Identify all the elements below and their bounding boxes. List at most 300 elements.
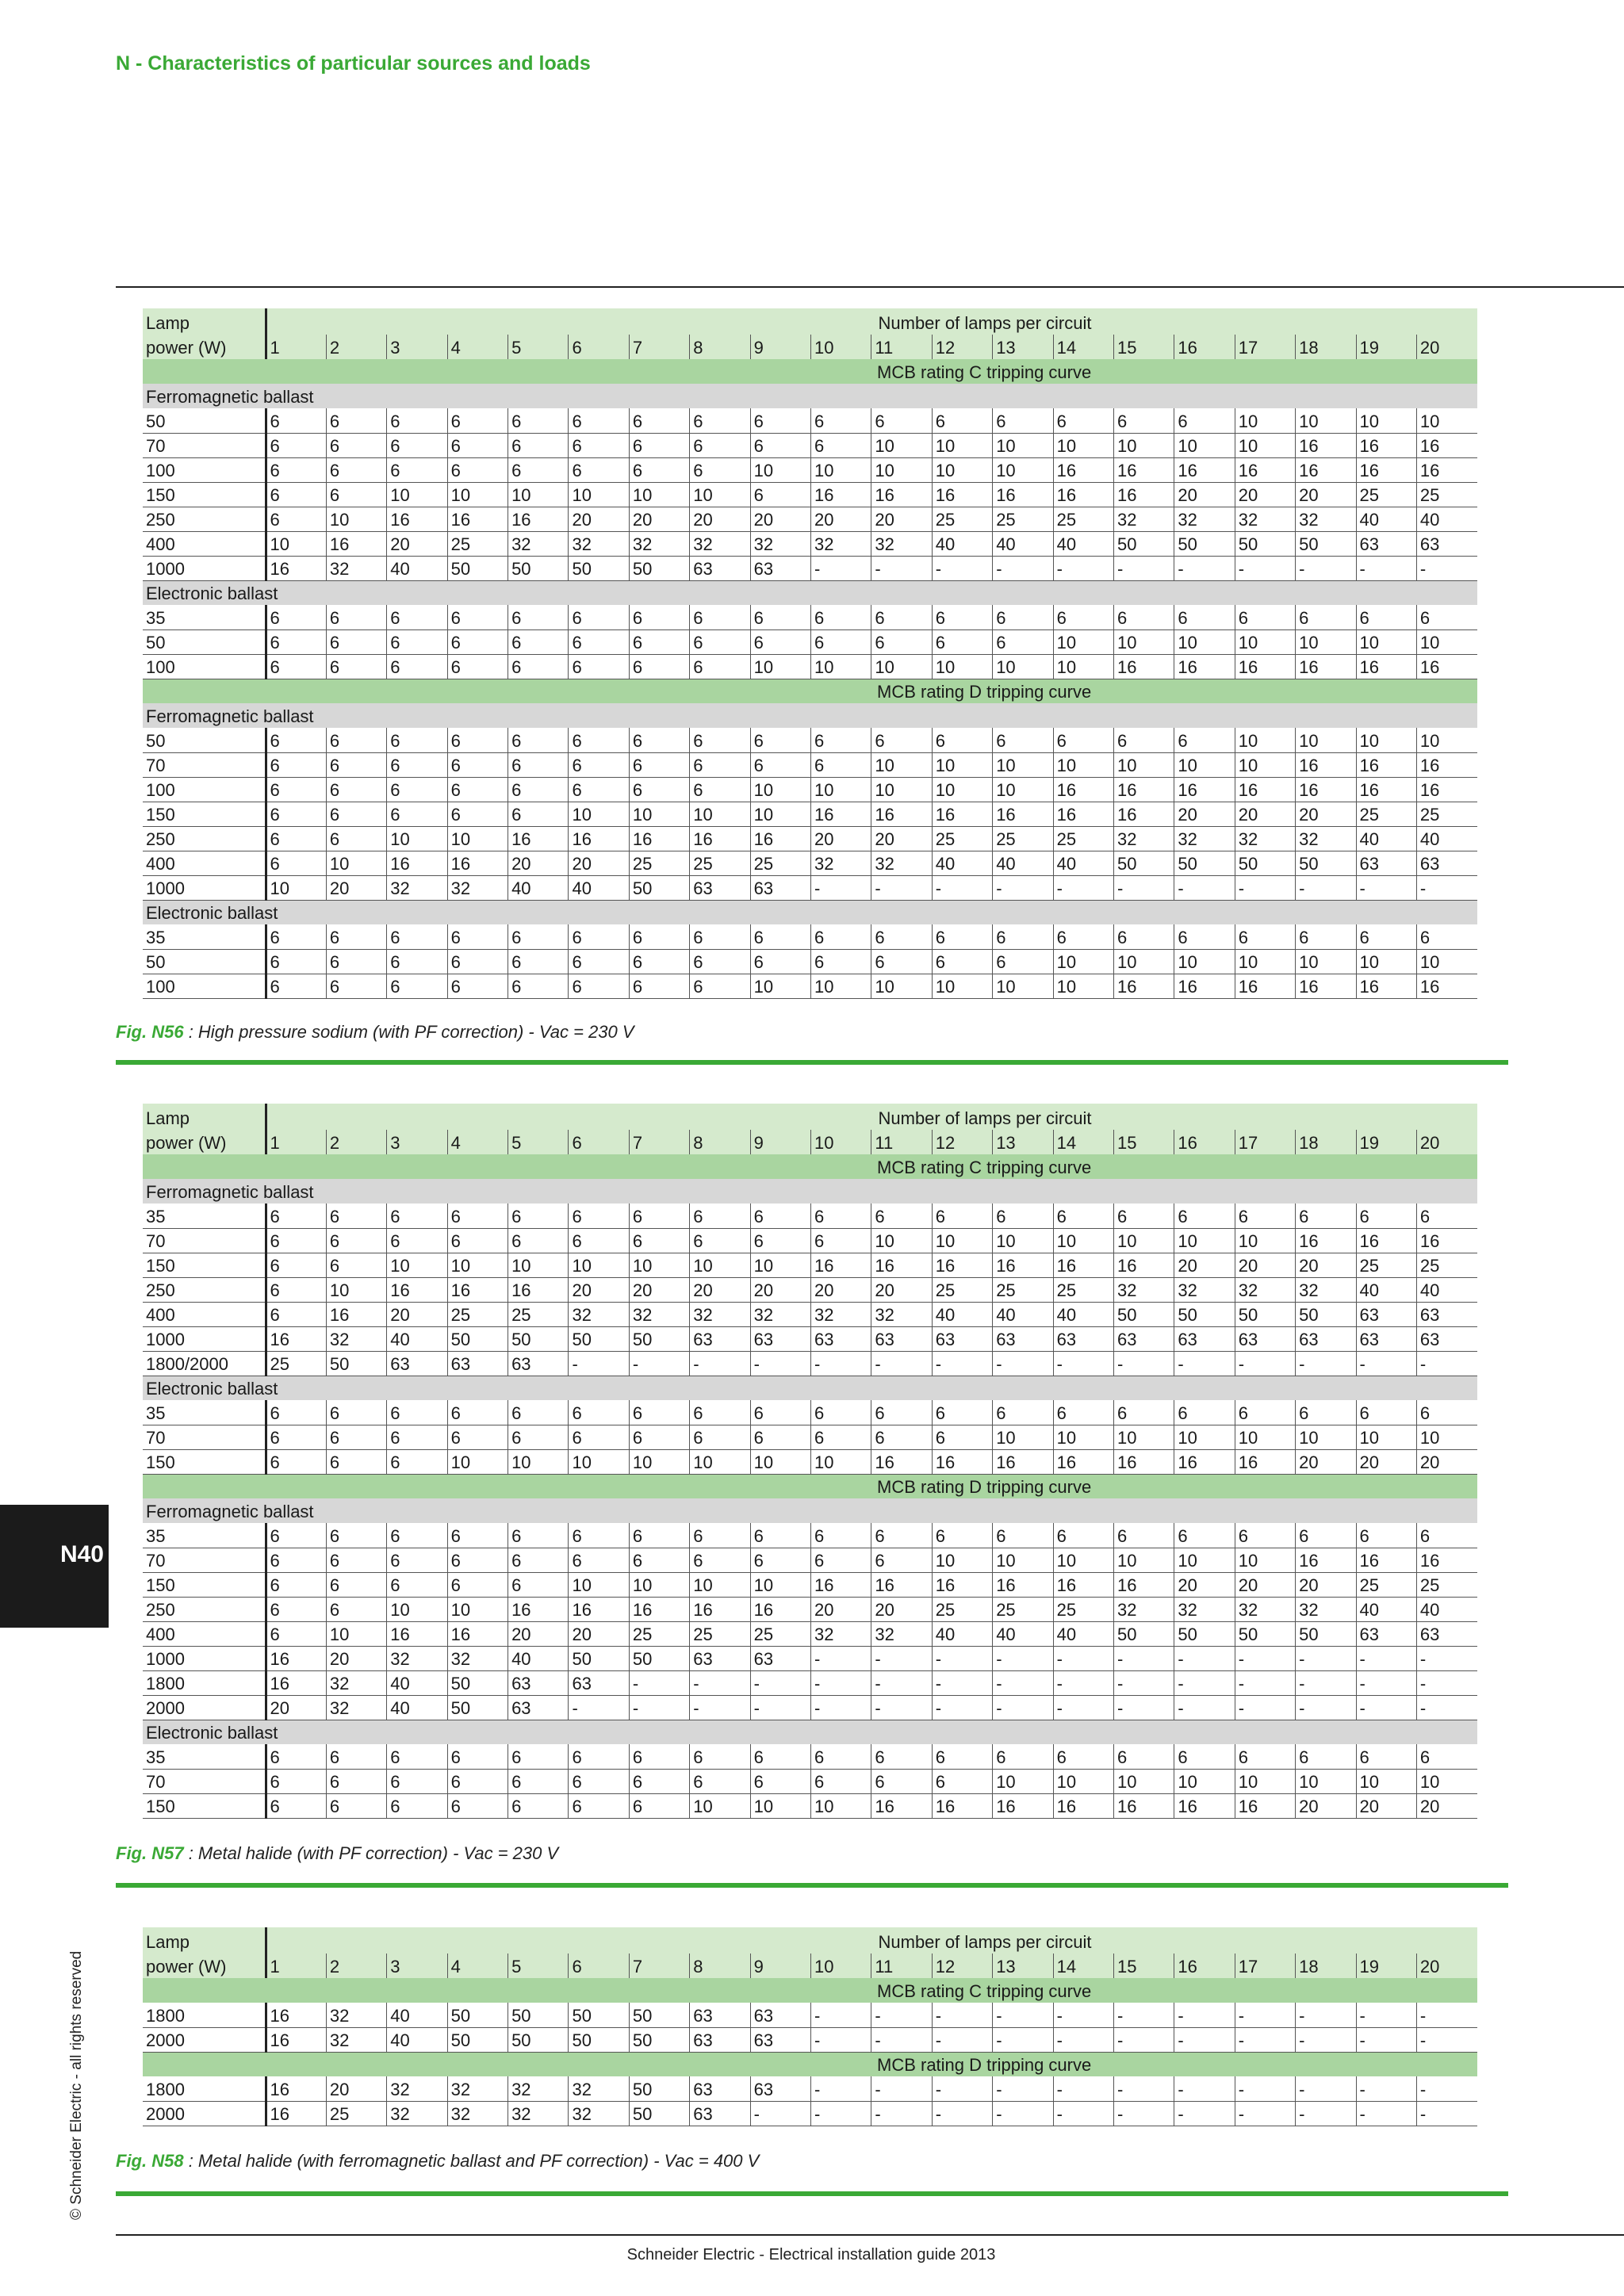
mcb-rating-cell: 32 <box>1235 826 1295 851</box>
mcb-rating-cell: 6 <box>569 1425 629 1449</box>
table-row <box>143 1228 1477 1253</box>
mcb-rating-cell: - <box>811 1670 871 1695</box>
mcb-rating-cell: 10 <box>447 1449 508 1474</box>
mcb-rating-cell: - <box>932 1670 992 1695</box>
mcb-rating-cell: 6 <box>447 605 508 629</box>
mcb-rating-cell: 6 <box>266 1203 326 1228</box>
mcb-rating-cell: 16 <box>1296 974 1356 998</box>
mcb-rating-cell: - <box>690 1670 750 1695</box>
mcb-rating-cell: 63 <box>1416 531 1477 556</box>
mcb-rating-cell: 25 <box>266 1351 326 1376</box>
mcb-rating-cell: 10 <box>447 1597 508 1621</box>
mcb-rating-cell: - <box>1053 2101 1113 2126</box>
mcb-rating-cell: 10 <box>871 752 932 777</box>
header-lamp-count: 6 <box>569 1130 629 1154</box>
mcb-rating-cell: 32 <box>326 1695 386 1720</box>
mcb-rating-cell: 6 <box>1053 1744 1113 1769</box>
header-lamp-label: Lamp <box>143 1104 266 1130</box>
mcb-rating-cell: 10 <box>1356 1425 1416 1449</box>
mcb-rating-cell: 25 <box>1416 1253 1477 1277</box>
mcb-rating-cell: - <box>871 1351 932 1376</box>
mcb-rating-cell: 6 <box>932 728 992 752</box>
mcb-rating-cell: - <box>1416 1351 1477 1376</box>
mcb-rating-cell: 6 <box>387 654 447 679</box>
mcb-rating-cell: 6 <box>326 1769 386 1793</box>
header-lamp-count: 3 <box>387 1130 447 1154</box>
mcb-rating-cell: - <box>871 875 932 900</box>
mcb-rating-cell: 10 <box>1416 1425 1477 1449</box>
curve-row <box>143 359 1477 384</box>
mcb-rating-cell: 6 <box>569 777 629 802</box>
mcb-rating-cell: 6 <box>387 1572 447 1597</box>
mcb-rating-cell: 50 <box>447 1326 508 1351</box>
mcb-rating-cell: 6 <box>326 433 386 457</box>
mcb-rating-cell: 16 <box>1113 1572 1174 1597</box>
header-lamp-count: 13 <box>993 1130 1053 1154</box>
mcb-rating-cell: 6 <box>387 1523 447 1548</box>
mcb-rating-cell: 6 <box>629 433 689 457</box>
mcb-rating-cell: 20 <box>629 1277 689 1302</box>
mcb-rating-cell: 16 <box>1174 654 1235 679</box>
mcb-rating-cell: 16 <box>447 1621 508 1646</box>
mcb-rating-cell: 20 <box>1235 802 1295 826</box>
mcb-rating-cell: 20 <box>1174 1253 1235 1277</box>
mcb-rating-cell: 6 <box>508 408 569 433</box>
mcb-rating-cell: 6 <box>387 728 447 752</box>
mcb-rating-cell: 32 <box>447 2076 508 2101</box>
table-row <box>143 605 1477 629</box>
mcb-rating-cell: 10 <box>871 974 932 998</box>
mcb-rating-cell: 10 <box>690 482 750 507</box>
mcb-rating-cell: 10 <box>326 851 386 875</box>
mcb-rating-cell: 6 <box>932 924 992 949</box>
mcb-rating-cell: 6 <box>932 1523 992 1548</box>
mcb-rating-cell: - <box>932 1695 992 1720</box>
header-lamp-count: 14 <box>1053 1954 1113 1978</box>
mcb-rating-cell: 63 <box>1174 1326 1235 1351</box>
mcb-rating-cell: 6 <box>326 1203 386 1228</box>
mcb-rating-cell: 10 <box>1174 1548 1235 1572</box>
mcb-rating-cell: 50 <box>1113 531 1174 556</box>
mcb-rating-cell: - <box>993 1695 1053 1720</box>
mcb-rating-cell: 6 <box>447 1425 508 1449</box>
lamp-power-cell: 100 <box>143 974 266 998</box>
mcb-rating-cell: 50 <box>1235 531 1295 556</box>
mcb-rating-cell: 6 <box>811 1744 871 1769</box>
mcb-rating-cell: 16 <box>811 482 871 507</box>
mcb-rating-cell: 16 <box>1235 654 1295 679</box>
header-lamp-count: 5 <box>508 1954 569 1978</box>
mcb-rating-cell: 16 <box>1113 1793 1174 1818</box>
mcb-rating-cell: - <box>932 1351 992 1376</box>
lamp-power-cell: 150 <box>143 802 266 826</box>
table-fig-n56 <box>143 308 1477 999</box>
mcb-rating-cell: 6 <box>690 457 750 482</box>
header-lamp-count: 17 <box>1235 1954 1295 1978</box>
mcb-rating-cell: 6 <box>387 1400 447 1425</box>
header-lamp-count: 20 <box>1416 1130 1477 1154</box>
mcb-rating-cell: 20 <box>387 531 447 556</box>
mcb-rating-cell: 63 <box>387 1351 447 1376</box>
header-lamp-count: 20 <box>1416 335 1477 359</box>
header-row-numbers <box>143 1954 1477 1978</box>
mcb-rating-cell: 50 <box>1296 1621 1356 1646</box>
mcb-rating-cell: 63 <box>690 1326 750 1351</box>
table-row <box>143 408 1477 433</box>
mcb-rating-cell: 6 <box>326 924 386 949</box>
mcb-rating-cell: 6 <box>993 1400 1053 1425</box>
mcb-rating-cell: 10 <box>1235 433 1295 457</box>
mcb-rating-cell: 10 <box>993 1548 1053 1572</box>
table-row <box>143 1253 1477 1277</box>
mcb-rating-cell: 6 <box>569 728 629 752</box>
mcb-rating-cell: 32 <box>569 531 629 556</box>
lamp-power-cell: 250 <box>143 1277 266 1302</box>
mcb-rating-cell: 10 <box>569 1572 629 1597</box>
mcb-rating-cell: 63 <box>690 556 750 580</box>
header-lamp-count: 18 <box>1296 1954 1356 1978</box>
mcb-rating-cell: 20 <box>1296 1253 1356 1277</box>
mcb-rating-cell: 32 <box>1296 507 1356 531</box>
mcb-rating-cell: - <box>750 1695 810 1720</box>
mcb-rating-cell: 25 <box>1416 482 1477 507</box>
mcb-rating-cell: 50 <box>629 875 689 900</box>
mcb-rating-cell: 32 <box>326 2003 386 2027</box>
lamp-power-cell: 1000 <box>143 1646 266 1670</box>
mcb-rating-cell: 6 <box>447 1769 508 1793</box>
mcb-rating-cell: 6 <box>447 802 508 826</box>
mcb-rating-cell: 63 <box>508 1670 569 1695</box>
mcb-rating-cell: 10 <box>932 777 992 802</box>
mcb-rating-cell: 16 <box>266 2003 326 2027</box>
mcb-rating-cell: 32 <box>690 531 750 556</box>
curve-row-spacer <box>143 359 266 384</box>
header-lamp-count: 17 <box>1235 335 1295 359</box>
table-row <box>143 1326 1477 1351</box>
header-group-title <box>266 1104 1477 1130</box>
header-lamp-count: 14 <box>1053 335 1113 359</box>
mcb-rating-cell: 10 <box>871 654 932 679</box>
mcb-rating-cell: 63 <box>871 1326 932 1351</box>
mcb-rating-cell: 10 <box>1113 949 1174 974</box>
header-lamp-count: 16 <box>1174 335 1235 359</box>
mcb-rating-cell: 50 <box>447 2003 508 2027</box>
mcb-rating-cell: 20 <box>387 1302 447 1326</box>
mcb-rating-cell: 20 <box>750 507 810 531</box>
table-row <box>143 1646 1477 1670</box>
mcb-rating-cell: 10 <box>569 1253 629 1277</box>
mcb-rating-cell: 10 <box>1053 974 1113 998</box>
mcb-rating-cell: 6 <box>1113 408 1174 433</box>
section-title: Ferromagnetic ballast <box>143 1498 1477 1523</box>
mcb-rating-cell: 32 <box>1113 507 1174 531</box>
mcb-rating-cell: 6 <box>811 605 871 629</box>
mcb-rating-cell: 40 <box>1356 1277 1416 1302</box>
mcb-rating-cell: - <box>932 2076 992 2101</box>
lamp-power-cell: 150 <box>143 1449 266 1474</box>
mcb-rating-cell: 50 <box>629 2076 689 2101</box>
mcb-rating-cell: 63 <box>508 1695 569 1720</box>
mcb-rating-cell: 6 <box>1053 728 1113 752</box>
lamp-power-cell: 2000 <box>143 1695 266 1720</box>
mcb-rating-cell: 25 <box>690 851 750 875</box>
mcb-rating-cell: 20 <box>569 507 629 531</box>
mcb-rating-cell: - <box>1113 2003 1174 2027</box>
mcb-rating-cell: - <box>569 1695 629 1720</box>
mcb-rating-cell: 32 <box>387 875 447 900</box>
header-lamp-count: 19 <box>1356 1954 1416 1978</box>
mcb-rating-cell: 6 <box>871 1744 932 1769</box>
mcb-rating-cell: 16 <box>1416 1228 1477 1253</box>
mcb-rating-cell: 6 <box>447 654 508 679</box>
mcb-rating-cell: 6 <box>871 1425 932 1449</box>
mcb-rating-cell: - <box>1235 1351 1295 1376</box>
mcb-rating-cell: 40 <box>932 851 992 875</box>
header-group-title <box>266 308 1477 335</box>
mcb-rating-cell: - <box>993 1351 1053 1376</box>
mcb-rating-cell: 63 <box>690 2027 750 2052</box>
lamp-power-cell: 70 <box>143 433 266 457</box>
mcb-rating-cell: 6 <box>1235 924 1295 949</box>
mcb-rating-cell: 32 <box>387 1646 447 1670</box>
table-row <box>143 2027 1477 2052</box>
mcb-rating-cell: 16 <box>508 826 569 851</box>
mcb-rating-cell: 6 <box>1174 408 1235 433</box>
mcb-rating-cell: 10 <box>993 974 1053 998</box>
curve-title-text: MCB rating D tripping curve <box>877 1477 1092 1497</box>
mcb-rating-cell: 6 <box>993 1523 1053 1548</box>
mcb-rating-cell: 25 <box>932 507 992 531</box>
mcb-rating-cell: 6 <box>871 728 932 752</box>
mcb-rating-cell: 50 <box>569 1646 629 1670</box>
mcb-rating-cell: 20 <box>326 2076 386 2101</box>
mcb-rating-cell: 10 <box>629 802 689 826</box>
mcb-rating-cell: - <box>1296 2076 1356 2101</box>
mcb-rating-cell: 40 <box>387 1695 447 1720</box>
mcb-rating-cell: 6 <box>326 1449 386 1474</box>
mcb-rating-cell: 32 <box>569 1302 629 1326</box>
mcb-rating-cell: 10 <box>508 1253 569 1277</box>
mcb-rating-cell: 6 <box>993 728 1053 752</box>
mcb-rating-cell: 50 <box>1113 1302 1174 1326</box>
mcb-rating-cell: 6 <box>750 629 810 654</box>
section-title: Ferromagnetic ballast <box>143 703 1477 728</box>
header-power-label: power (W) <box>143 1954 266 1978</box>
mcb-rating-cell: 6 <box>569 949 629 974</box>
lamp-circuit-table <box>143 1104 1477 1819</box>
mcb-rating-cell: - <box>932 556 992 580</box>
mcb-rating-cell: 10 <box>1235 1548 1295 1572</box>
mcb-rating-cell: 6 <box>750 1425 810 1449</box>
mcb-rating-cell: 50 <box>569 556 629 580</box>
mcb-rating-cell: 6 <box>387 752 447 777</box>
lamp-power-cell: 70 <box>143 1425 266 1449</box>
header-lamp-count: 11 <box>871 1954 932 1978</box>
section-row <box>143 1498 1477 1523</box>
mcb-rating-cell: 6 <box>266 1621 326 1646</box>
mcb-rating-cell: 10 <box>993 1769 1053 1793</box>
mcb-rating-cell: 10 <box>690 1572 750 1597</box>
mcb-rating-cell: 6 <box>629 924 689 949</box>
mcb-rating-cell: 10 <box>1174 1769 1235 1793</box>
mcb-rating-cell: 6 <box>447 1400 508 1425</box>
header-lamp-count: 10 <box>811 1954 871 1978</box>
mcb-rating-cell: 6 <box>508 605 569 629</box>
mcb-rating-cell: - <box>750 2101 810 2126</box>
lamp-power-cell: 250 <box>143 1597 266 1621</box>
mcb-rating-cell: 10 <box>1356 1769 1416 1793</box>
mcb-rating-cell: 10 <box>629 1572 689 1597</box>
mcb-rating-cell: 6 <box>1053 1523 1113 1548</box>
figure-caption-text: : Metal halide (with PF correction) - Vac = 230 V <box>183 1843 559 1863</box>
mcb-rating-cell: 6 <box>447 752 508 777</box>
mcb-rating-cell: 6 <box>811 752 871 777</box>
mcb-rating-cell: 6 <box>1174 1523 1235 1548</box>
mcb-rating-cell: 16 <box>1113 802 1174 826</box>
table-row <box>143 2101 1477 2126</box>
mcb-rating-cell: 6 <box>387 974 447 998</box>
mcb-rating-cell: 6 <box>993 1203 1053 1228</box>
table-row <box>143 1425 1477 1449</box>
mcb-rating-cell: - <box>871 2101 932 2126</box>
mcb-rating-cell: - <box>750 1670 810 1695</box>
header-row-title <box>143 308 1477 335</box>
mcb-rating-cell: 16 <box>993 1572 1053 1597</box>
header-group-title <box>266 1927 1477 1954</box>
mcb-rating-cell: 25 <box>1053 826 1113 851</box>
mcb-rating-cell: 32 <box>569 2101 629 2126</box>
mcb-rating-cell: 16 <box>1113 777 1174 802</box>
mcb-rating-cell: 6 <box>326 826 386 851</box>
mcb-rating-cell: 40 <box>932 531 992 556</box>
mcb-rating-cell: 6 <box>508 802 569 826</box>
mcb-rating-cell: 16 <box>871 482 932 507</box>
mcb-rating-cell: 6 <box>387 1769 447 1793</box>
mcb-rating-cell: 10 <box>1174 1228 1235 1253</box>
mcb-rating-cell: 10 <box>569 482 629 507</box>
section-title: Electronic ballast <box>143 900 1477 924</box>
mcb-rating-cell: 6 <box>1296 1203 1356 1228</box>
curve-title <box>266 359 1477 384</box>
mcb-rating-cell: 16 <box>1416 974 1477 998</box>
table-row <box>143 507 1477 531</box>
mcb-rating-cell: - <box>1416 2076 1477 2101</box>
lamp-power-cell: 35 <box>143 924 266 949</box>
mcb-rating-cell: 32 <box>1235 1277 1295 1302</box>
figure-caption-n58 <box>116 2151 759 2172</box>
mcb-rating-cell: - <box>1416 2003 1477 2027</box>
mcb-rating-cell: 6 <box>326 457 386 482</box>
mcb-rating-cell: 40 <box>1416 507 1477 531</box>
mcb-rating-cell: - <box>871 2076 932 2101</box>
mcb-rating-cell: 16 <box>447 851 508 875</box>
mcb-rating-cell: - <box>1296 2003 1356 2027</box>
mcb-rating-cell: 16 <box>1174 777 1235 802</box>
mcb-rating-cell: 10 <box>266 531 326 556</box>
curve-title <box>266 1474 1477 1498</box>
mcb-rating-cell: 6 <box>1053 408 1113 433</box>
mcb-rating-cell: 63 <box>690 1646 750 1670</box>
mcb-rating-cell: 6 <box>1356 1400 1416 1425</box>
mcb-rating-cell: 10 <box>811 457 871 482</box>
mcb-rating-cell: 25 <box>932 1277 992 1302</box>
mcb-rating-cell: 16 <box>1235 1449 1295 1474</box>
group-title-text: Number of lamps per circuit <box>878 1108 1092 1128</box>
mcb-rating-cell: - <box>1356 2101 1416 2126</box>
header-lamp-count: 17 <box>1235 1130 1295 1154</box>
mcb-rating-cell: 6 <box>326 777 386 802</box>
mcb-rating-cell: 10 <box>690 1449 750 1474</box>
mcb-rating-cell: 6 <box>266 1744 326 1769</box>
header-lamp-count: 3 <box>387 335 447 359</box>
mcb-rating-cell: 10 <box>1174 949 1235 974</box>
header-lamp-count: 8 <box>690 1130 750 1154</box>
mcb-rating-cell: 16 <box>1356 777 1416 802</box>
mcb-rating-cell: - <box>811 875 871 900</box>
mcb-rating-cell: 16 <box>629 826 689 851</box>
mcb-rating-cell: 63 <box>690 2101 750 2126</box>
mcb-rating-cell: 6 <box>1356 605 1416 629</box>
mcb-rating-cell: - <box>1174 1351 1235 1376</box>
header-lamp-count: 13 <box>993 1954 1053 1978</box>
mcb-rating-cell: - <box>1053 2076 1113 2101</box>
mcb-rating-cell: 6 <box>266 802 326 826</box>
mcb-rating-cell: 6 <box>993 1744 1053 1769</box>
header-lamp-count: 5 <box>508 1130 569 1154</box>
mcb-rating-cell: 6 <box>690 654 750 679</box>
header-lamp-count: 19 <box>1356 1130 1416 1154</box>
mcb-rating-cell: 6 <box>629 1203 689 1228</box>
mcb-rating-cell: 63 <box>1113 1326 1174 1351</box>
mcb-rating-cell: - <box>1235 875 1295 900</box>
mcb-rating-cell: 6 <box>387 433 447 457</box>
mcb-rating-cell: 6 <box>266 974 326 998</box>
mcb-rating-cell: 6 <box>750 1523 810 1548</box>
mcb-rating-cell: 63 <box>1356 531 1416 556</box>
mcb-rating-cell: - <box>1235 1646 1295 1670</box>
mcb-rating-cell: 10 <box>1053 1425 1113 1449</box>
mcb-rating-cell: 32 <box>1174 507 1235 531</box>
mcb-rating-cell: 32 <box>871 1621 932 1646</box>
mcb-rating-cell: 10 <box>750 777 810 802</box>
lamp-power-cell: 35 <box>143 605 266 629</box>
mcb-rating-cell: 32 <box>326 1326 386 1351</box>
mcb-rating-cell: - <box>1174 2076 1235 2101</box>
mcb-rating-cell: 16 <box>993 1253 1053 1277</box>
mcb-rating-cell: - <box>1174 2027 1235 2052</box>
mcb-rating-cell: 6 <box>508 974 569 998</box>
table-row <box>143 851 1477 875</box>
mcb-rating-cell: 6 <box>750 605 810 629</box>
mcb-rating-cell: 6 <box>629 1523 689 1548</box>
table-row <box>143 629 1477 654</box>
mcb-rating-cell: 25 <box>750 851 810 875</box>
mcb-rating-cell: 16 <box>1416 654 1477 679</box>
curve-title-text: MCB rating C tripping curve <box>877 1981 1092 2001</box>
mcb-rating-cell: 6 <box>690 728 750 752</box>
copyright-notice: © Schneider Electric - all rights reserved <box>68 1950 85 2220</box>
mcb-rating-cell: 16 <box>326 531 386 556</box>
mcb-rating-cell: 16 <box>1296 654 1356 679</box>
mcb-rating-cell: 63 <box>750 875 810 900</box>
mcb-rating-cell: 63 <box>932 1326 992 1351</box>
header-lamp-count: 4 <box>447 335 508 359</box>
mcb-rating-cell: 32 <box>1174 826 1235 851</box>
table-row <box>143 777 1477 802</box>
mcb-rating-cell: 6 <box>447 974 508 998</box>
mcb-rating-cell: 10 <box>447 1253 508 1277</box>
mcb-rating-cell: 6 <box>326 654 386 679</box>
